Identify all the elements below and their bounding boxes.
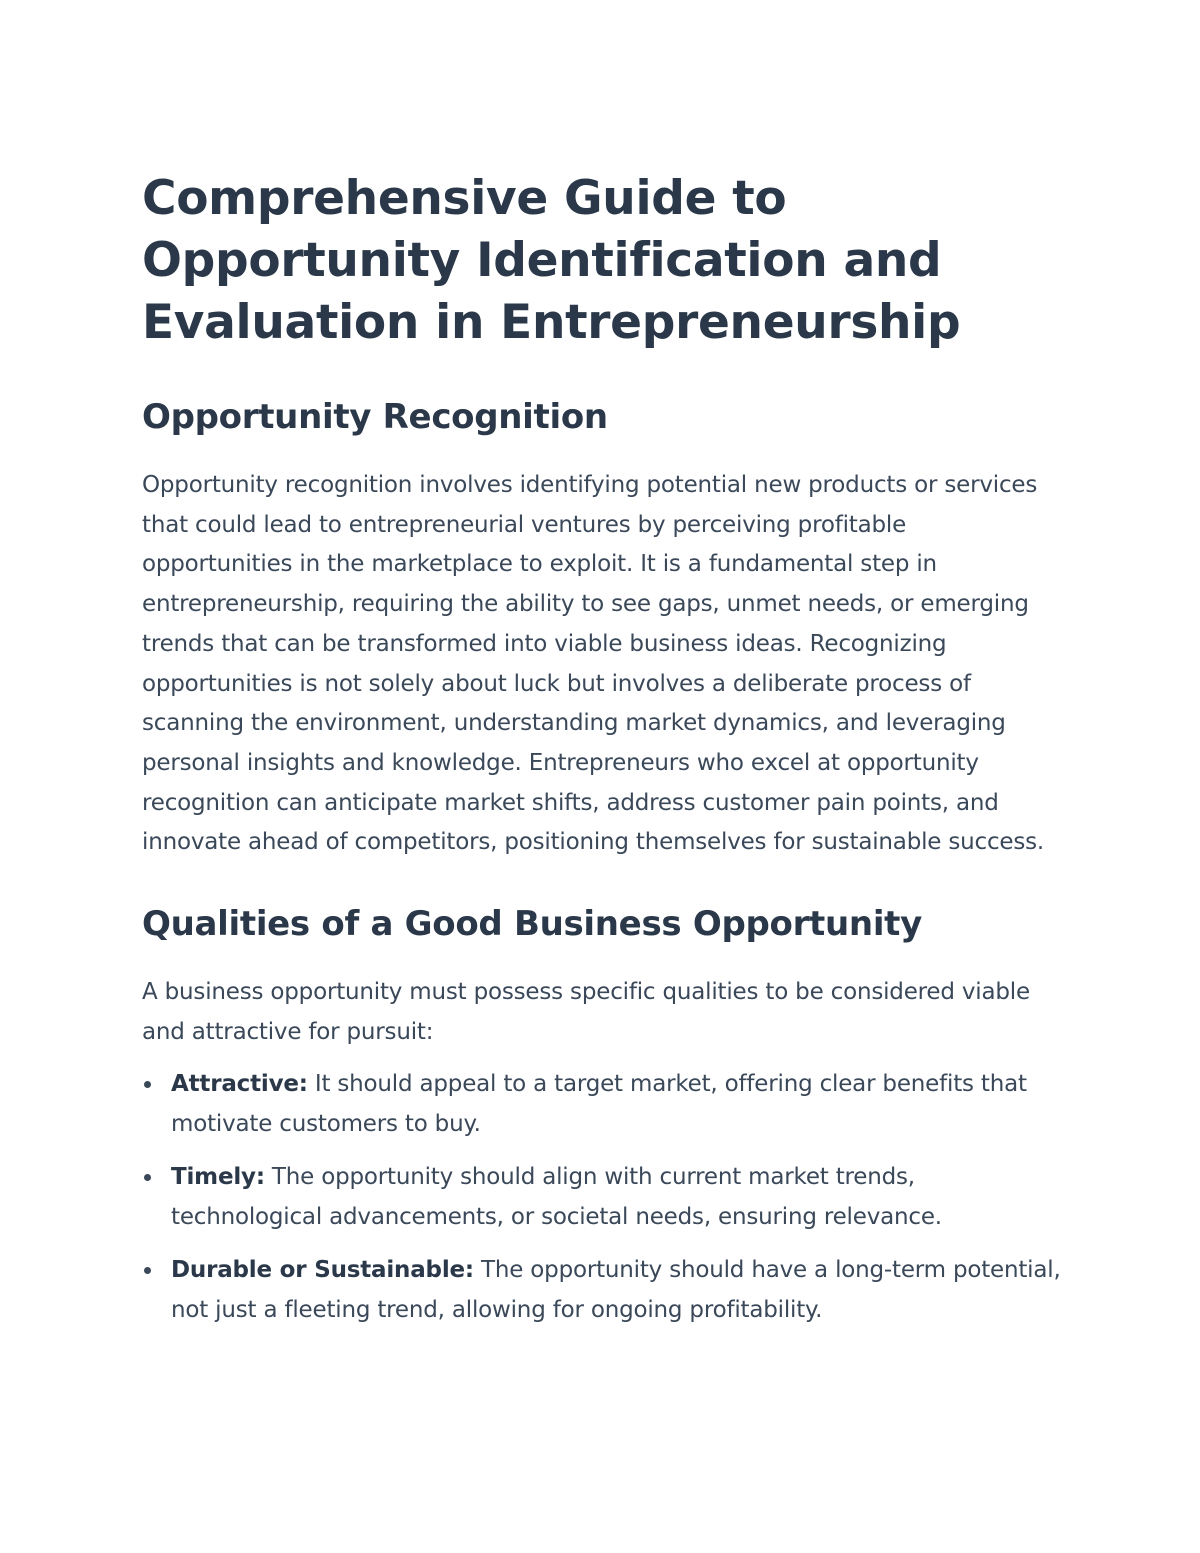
bullet-text: The opportunity should have a long-term potential, not just a fleeting trend, allowing for ongoing profitability.	[171, 1257, 1061, 1324]
list-item-timely	[142, 1157, 1062, 1237]
list-item-attractive	[142, 1064, 1062, 1144]
list-item-durable	[142, 1250, 1062, 1330]
document-title: Comprehensive Guide to Opportunity Identification and Evaluation in Entrepreneurship	[142, 171, 961, 350]
section-heading-qualities: Qualities of a Good Business Opportunity	[142, 904, 922, 945]
bullet-dot-icon	[144, 1174, 151, 1181]
bullet-term: Durable or Sustainable:	[171, 1257, 474, 1284]
bullet-term: Timely:	[171, 1164, 265, 1191]
bullet-text: It should appeal to a target market, offering clear benefits that motivate customers to buy.	[171, 1071, 1027, 1138]
document-page	[142, 168, 1062, 1343]
bullet-term: Attractive:	[171, 1071, 308, 1098]
section-heading-opportunity-recognition: Opportunity Recognition	[142, 397, 608, 437]
opportunity-recognition-paragraph: Opportunity recognition involves identifying potential new products or services that could lead to entrepreneurial ventures by perceiving profitable opportunities in the marketplace to exploit. It is a fundamental step in entrepreneurship, requiring the ability to see gaps, unmet needs, or emerging trends that can be transformed into viable business ideas. Recognizing opportunities is not solely about luck but involves a deliberate process of scanning the environment, understanding market dynamics, and leveraging personal insights and knowledge. Entrepreneurs who excel at opportunity recognition can anticipate market shifts, address customer pain points, and innovate ahead of competitors, positioning themselves for sustainable success.	[142, 472, 1045, 856]
qualities-list	[142, 1064, 1062, 1330]
bullet-dot-icon	[144, 1267, 151, 1274]
bullet-text: The opportunity should align with current market trends, technological advancements, or societal needs, ensuring relevance.	[171, 1164, 942, 1231]
qualities-intro-paragraph: A business opportunity must possess specific qualities to be considered viable and attractive for pursuit:	[142, 979, 1030, 1045]
bullet-dot-icon	[144, 1081, 151, 1088]
